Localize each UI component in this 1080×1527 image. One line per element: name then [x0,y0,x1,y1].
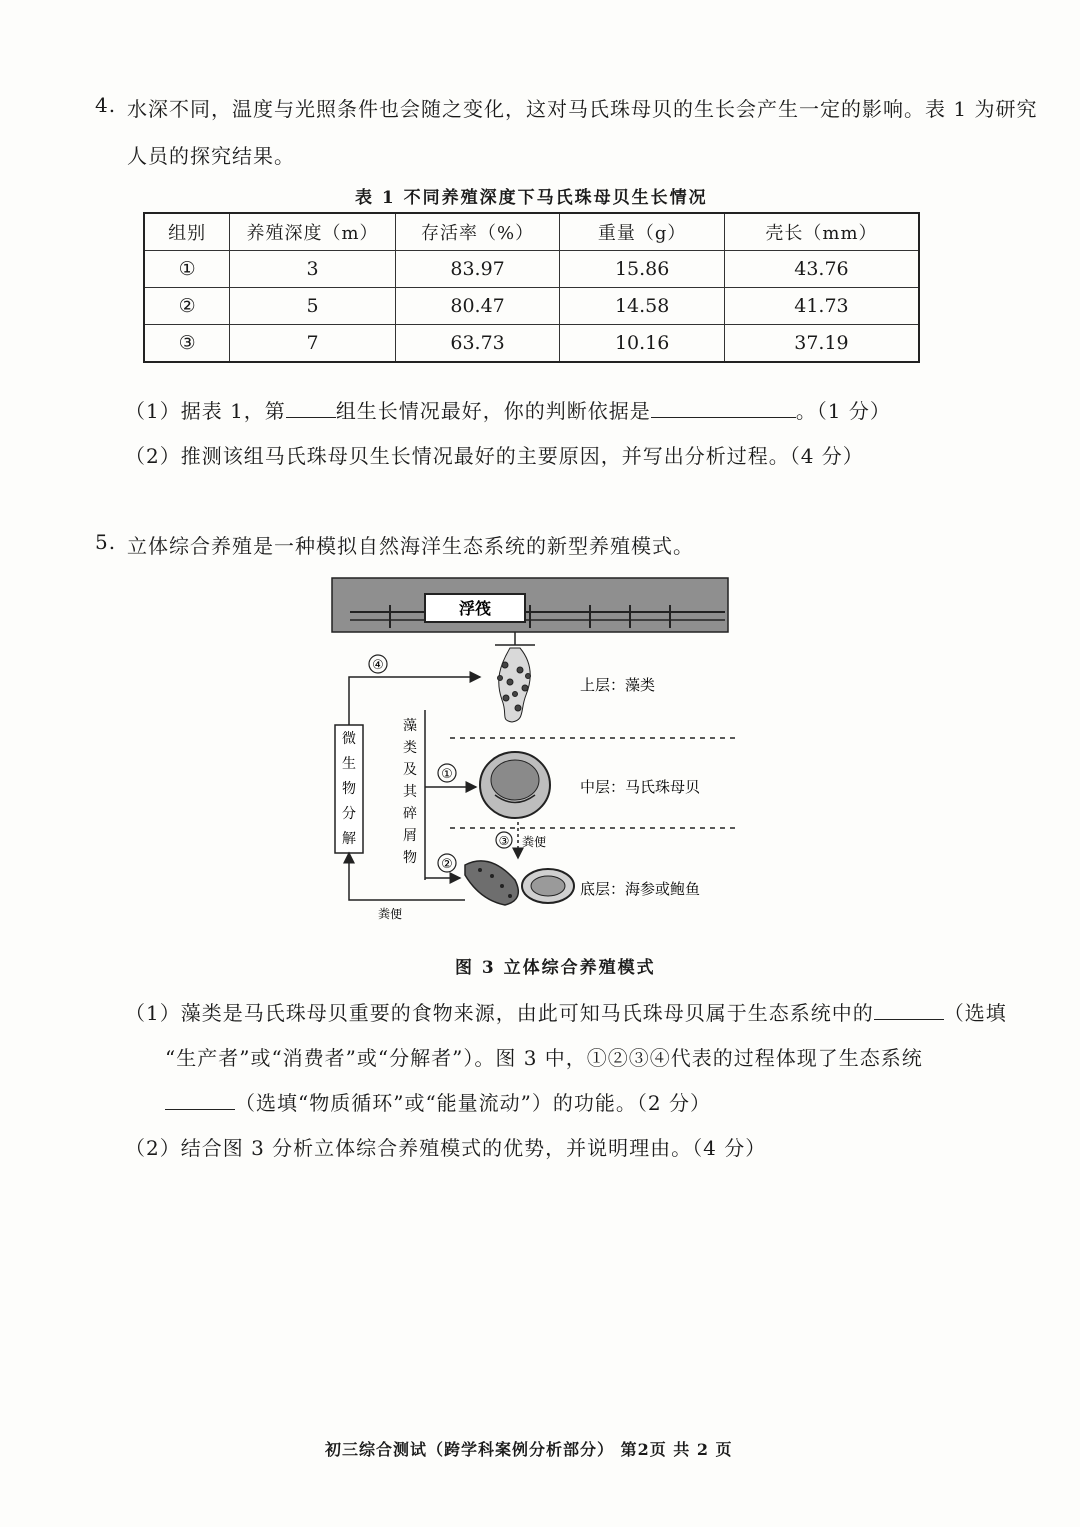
q5-sub1-line3-text: （选填“物质循环”或“能量流动”）的功能。（2 分） [235,1091,711,1115]
layer-top-label: 上层：藻类 [580,676,656,694]
table-header-row [144,213,919,251]
q5-intro: 立体综合养殖是一种模拟自然海洋生态系统的新型养殖模式。 [127,534,694,558]
algae-char: 类 [403,740,417,756]
table-row [144,251,919,288]
algae-char: 其 [403,784,417,800]
cell-shell-length: 43.76 [724,251,919,288]
table-row [144,288,919,325]
q4-sub1-suffix: 。（1 分） [795,399,891,423]
q4-sub1-prefix: （1）据表 1，第 [125,399,286,423]
answer-blank-group [286,399,336,418]
feces-mid-label: 粪便 [522,835,547,849]
cell-depth: 3 [230,251,396,288]
q4-text-line2: 人员的探究结果。 [127,144,295,168]
answer-blank-role [874,1001,944,1020]
table-row [144,325,919,363]
micro-char: 生 [342,756,356,772]
answer-blank-reason [651,399,796,418]
cell-weight: 14.58 [560,288,725,325]
q4-sub1-middle: 组生长情况最好，你的判断依据是 [335,399,651,423]
header-shell-length: 壳长（mm） [724,213,919,251]
cell-weight: 15.86 [560,251,725,288]
q5-sub1-line3 [165,1087,711,1116]
algae-char: 碎 [403,806,417,822]
cell-shell-length: 37.19 [724,325,919,363]
cell-shell-length: 41.73 [724,288,919,325]
cell-survival: 80.47 [395,288,560,325]
layer-bottom-label: 底层：海参或鲍鱼 [580,880,701,898]
q5-sub1-line1 [125,997,1007,1026]
micro-char: 微 [342,731,356,747]
abalone-icon [522,869,574,903]
cell-survival: 63.73 [395,325,560,363]
circle-2-label: ② [441,857,453,872]
algae-icon [498,648,531,722]
pearl-oyster-icon [480,752,550,818]
micro-char: 解 [342,831,356,847]
feces-bottom-label: 粪便 [378,907,403,921]
growth-table [143,212,920,363]
circle-4-label: ④ [372,658,384,673]
header-depth: 养殖深度（m） [230,213,396,251]
q5-sub1-line2: “生产者”或“消费者”或“分解者”）。图 3 中，①②③④代表的过程体现了生态系统 [165,1046,923,1070]
q5-sub1-suffix: （选填 [943,1001,1007,1025]
algae-char: 物 [403,850,417,866]
table-caption: 表 1 不同养殖深度下马氏珠母贝生长情况 [355,188,708,208]
cell-group: ① [144,251,230,288]
q5-sub2: （2）结合图 3 分析立体综合养殖模式的优势，并说明理由。（4 分） [125,1136,767,1160]
cell-survival: 83.97 [395,251,560,288]
header-weight: 重量（g） [560,213,725,251]
micro-char: 物 [342,781,356,797]
page-footer: 初三综合测试（跨学科案例分析部分） 第2页 共 2 页 [325,1440,733,1459]
cell-depth: 5 [230,288,396,325]
cell-depth: 7 [230,325,396,363]
float-label: 浮筏 [458,599,492,618]
answer-blank-function [165,1091,235,1110]
aquaculture-diagram [330,570,750,930]
cell-group: ③ [144,325,230,363]
circle-1-label: ① [441,767,453,782]
header-group: 组别 [144,213,230,251]
algae-char: 及 [403,762,417,778]
circle-3-label: ③ [498,834,510,848]
figure-caption: 图 3 立体综合养殖模式 [455,958,656,978]
header-survival: 存活率（%） [395,213,560,251]
q4-number: 4. [95,93,117,117]
algae-char: 屑 [403,828,417,844]
q4-sub1 [125,395,891,424]
q5-sub1-prefix: （1）藻类是马氏珠母贝重要的食物来源，由此可知马氏珠母贝属于生态系统中的 [125,1001,874,1025]
cell-group: ② [144,288,230,325]
q4-sub2: （2）推测该组马氏珠母贝生长情况最好的主要原因，并写出分析过程。（4 分） [125,444,864,468]
sea-cucumber-icon [465,861,518,905]
layer-mid-label: 中层：马氏珠母贝 [580,778,701,796]
micro-char: 分 [342,806,356,822]
q5-number: 5. [95,530,117,554]
q4-text-line1: 水深不同，温度与光照条件也会随之变化，这对马氏珠母贝的生长会产生一定的影响。表 1 为研究 [127,97,1038,121]
cell-weight: 10.16 [560,325,725,363]
algae-char: 藻 [403,718,417,734]
